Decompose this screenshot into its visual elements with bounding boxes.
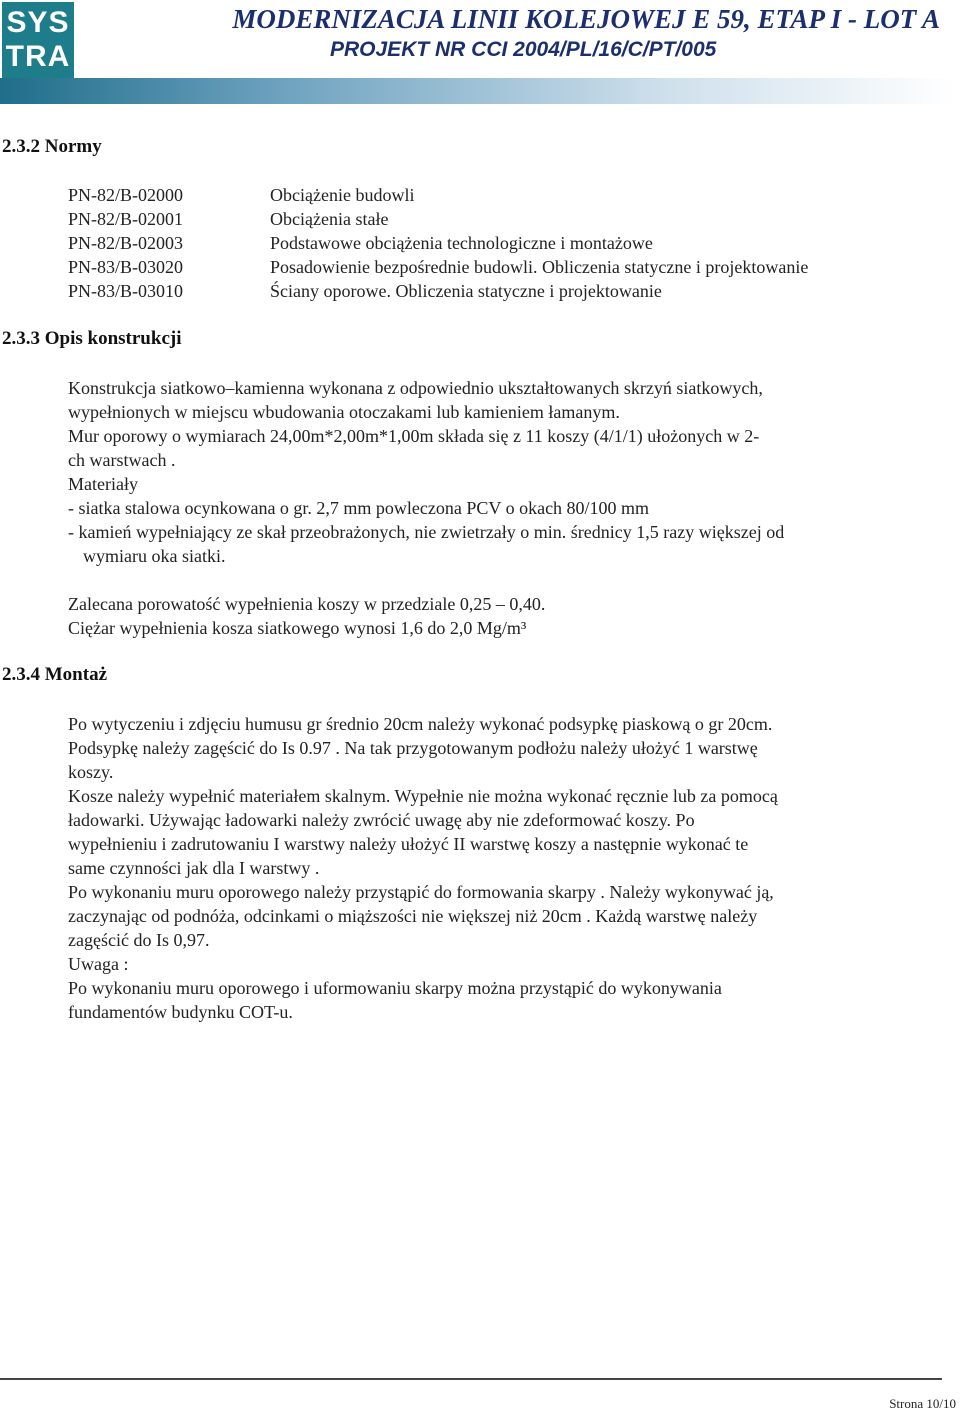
text-line: - siatka stalowa ocynkowana o gr. 2,7 mm powleczona PCV o okach 80/100 mm [68,498,650,518]
montaz-paragraph [68,712,778,1024]
text-line: Mur oporowy o wymiarach 24,00m*2,00m*1,00m składa się z 11 koszy (4/1/1) ułożonych w 2- [68,426,760,446]
text-line: same czynności jak dla I warstwy . [68,858,320,878]
text-line: - kamień wypełniający ze skał przeobrażonych, nie zwietrzały o min. średnicy 1,5 razy większej od [68,522,785,542]
norm-name-list [270,183,808,303]
norm-code: PN-83/B-03020 [68,257,184,277]
text-line: wymiaru oka siatki. [83,546,226,566]
text-line: Podsypkę należy zagęścić do Is 0.97 . Na tak przygotowanym podłożu należy ułożyć 1 warstwę [68,738,758,758]
text-line: ładowarki. Używając ładowarki należy zwrócić uwagę aby nie zdeformować koszy. Po [68,810,695,830]
norm-name: Posadowienie bezpośrednie budowli. Obliczenia statyczne i projektowanie [270,257,809,277]
text-line: wypełnieniu i zadrutowaniu I warstwy należy ułożyć II warstwę koszy a następnie wykonać te [68,834,749,854]
page-number: Strona 10/10 [889,1396,956,1411]
text-line: Po wytyczeniu i zdjęciu humusu gr średnio 20cm należy wykonać podsypkę piaskową o gr 20cm. [68,714,773,734]
norm-code: PN-83/B-03010 [68,281,184,301]
footer-divider [0,1378,942,1380]
norm-code-list [68,183,183,303]
text-line: Po wykonaniu muru oporowego i uformowaniu skarpy można przystąpić do wykonywania [68,978,722,998]
norm-name: Ściany oporowe. Obliczenia statyczne i projektowanie [270,281,662,301]
document-title: MODERNIZACJA LINII KOLEJOWEJ E 59, ETAP I - LOT A [232,4,940,34]
section-heading-normy: 2.3.2 Normy [2,136,102,157]
logo-text-bottom: TRA [5,40,71,73]
project-number: PROJEKT NR CCI 2004/PL/16/C/PT/005 [330,38,717,61]
logo-text-top: SYS [6,6,70,39]
opis-paragraph-2 [68,592,545,640]
text-line: ch warstwach . [68,450,176,470]
text-line: wypełnionych w miejscu wbudowania otoczakami lub kamieniem łamanym. [68,402,620,422]
text-line: zaczynając od podnóża, odcinkami o miąższości nie większej niż 20cm . Każdą warstwę należy [68,906,758,926]
text-line: Kosze należy wypełnić materiałem skalnym. Wypełnie nie można wykonać ręcznie lub za pomocą [68,786,778,806]
norm-code: PN-82/B-02003 [68,233,184,253]
text-line: zagęścić do Is 0,97. [68,930,210,950]
norm-name: Obciążenia stałe [270,209,389,229]
opis-paragraph [68,376,784,568]
text-line: Konstrukcja siatkowo–kamienna wykonana z odpowiednio ukształtowanych skrzyń siatkowych, [68,378,763,398]
header-gradient-band [0,78,955,104]
text-line: Materiały [68,474,138,494]
text-line: fundamentów budynku COT-u. [68,1002,293,1022]
text-line: Po wykonaniu muru oporowego należy przystąpić do formowania skarpy . Należy wykonywać ją, [68,882,774,902]
norm-name: Podstawowe obciążenia technologiczne i montażowe [270,233,653,253]
norm-code: PN-82/B-02001 [68,209,184,229]
text-line: Ciężar wypełnienia kosza siatkowego wynosi 1,6 do 2,0 Mg/m³ [68,618,527,638]
norm-code: PN-82/B-02000 [68,185,184,205]
norm-name: Obciążenie budowli [270,185,415,205]
text-line: Zalecana porowatość wypełnienia koszy w przedziale 0,25 – 0,40. [68,594,546,614]
text-line: Uwaga : [68,954,129,974]
section-heading-opis: 2.3.3 Opis konstrukcji [2,328,182,349]
text-line: koszy. [68,762,114,782]
page-header [0,0,960,105]
systra-logo [2,2,74,78]
section-heading-montaz: 2.3.4 Montaż [2,664,108,685]
